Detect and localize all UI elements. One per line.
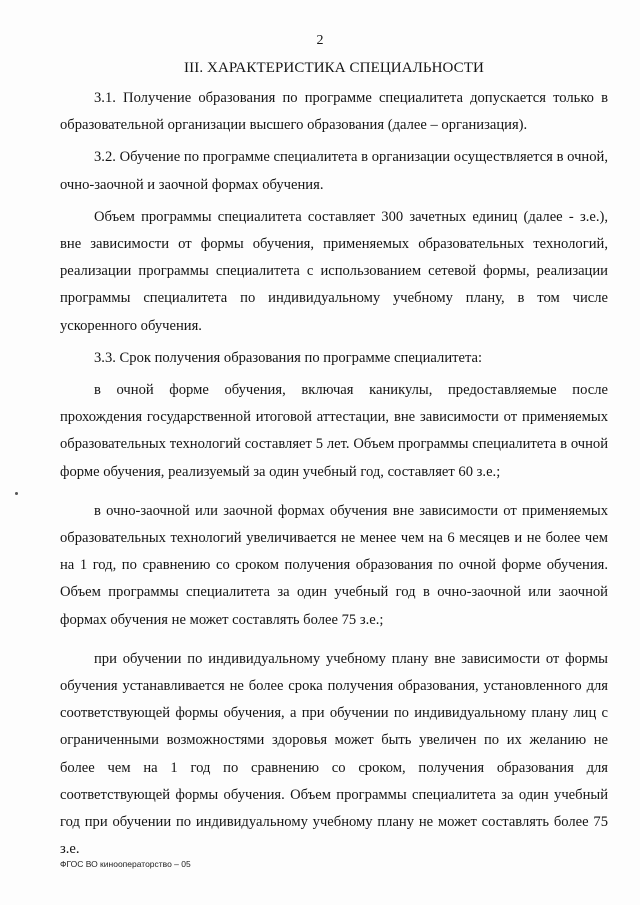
paragraph-program-volume: Объем программы специалитета составляет 300 зачетных единиц (далее - з.е.), вне зависимости от формы обучения, применяемых образовательных технологий, реализации программы специалитета с использованием сетевой формы, реализации программы специалитета по индивидуальному учебному плану, в том числе ускоренного обучения. <box>60 208 608 334</box>
page-number: 2 <box>316 33 324 48</box>
paragraph-part-time: в очно-заочной или заочной формах обучения вне зависимости от применяемых образовательных технологий увеличивается не менее чем на 6 месяцев и не более чем на 1 год, по сравнению со сроком получения образования по очной форме обучения. Объем программы специалитета за один учебный год в очно-заочной или заочной формах обучения не может составлять более 75 з.е.; <box>60 502 608 628</box>
section-title: III. ХАРАКТЕРИСТИКА СПЕЦИАЛЬНОСТИ <box>184 60 484 76</box>
paragraph-individual-plan: при обучении по индивидуальному учебному плану вне зависимости от формы обучения устанавливается не более срока получения образования, установленного для соответствующей формы обучения, а при обучении по индивидуальному плану лиц с ограниченными возможностями здоровья может быть увеличен по их желанию не более чем на 1 год по сравнению со сроком, получения образования для соответствующей формы обучения. Объем программы специалитета за один учебный год при обучении по индивидуальному учебному плану не может составлять более 75 з.е. <box>60 650 608 858</box>
footer-label: ФГОС ВО кинооператорство – 05 <box>60 859 191 869</box>
document-body <box>60 85 608 863</box>
paragraph-3-2: 3.2. Обучение по программе специалитета в организации осуществляется в очной, очно-заочной и заочной формах обучения. <box>60 149 608 193</box>
paragraph-3-1: 3.1. Получение образования по программе специалитета допускается только в образовательной организации высшего образования (далее – организация). <box>60 90 608 134</box>
paragraph-3-3: 3.3. Срок получения образования по программе специалитета: <box>94 349 483 366</box>
scan-dot <box>15 492 18 495</box>
paragraph-full-time: в очной форме обучения, включая каникулы, предоставляемые после прохождения государственной итоговой аттестации, вне зависимости от применяемых образовательных технологий составляет 5 лет. Объем программы специалитета в очной форме обучения, реализуемый за один учебный год, составляет 60 з.е.; <box>60 382 608 480</box>
